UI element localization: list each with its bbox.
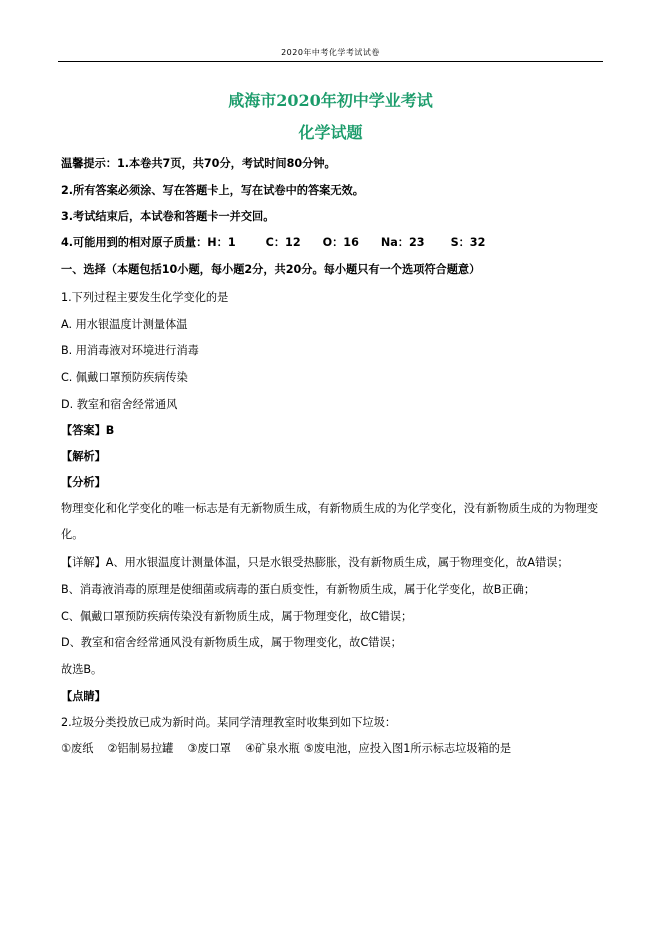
detail-c: C、佩戴口罩预防疾病传染没有新物质生成，属于物理变化，故C错误；: [61, 610, 413, 623]
question-1-option-d: D. 教室和宿舍经常通风: [61, 398, 178, 411]
conclusion: 故选B。: [61, 663, 103, 676]
item-4: ④矿泉水瓶: [244, 742, 300, 755]
question-1-stem: 1.下列过程主要发生化学变化的是: [61, 291, 229, 304]
item-3: ③废口罩: [187, 742, 231, 755]
detail-b: B、消毒液消毒的原理是使细菌或病毒的蛋白质变性，有新物质生成，属于化学变化，故B正确；: [61, 583, 536, 596]
atomic-mass-line: [61, 234, 485, 250]
mass-s: S：32: [450, 236, 486, 249]
header-divider: [58, 61, 603, 62]
question-1-option-b: B. 用消毒液对环境进行消毒: [61, 344, 199, 357]
item-1: ①废纸: [61, 742, 94, 755]
jiexi-label: 【解析】: [61, 450, 106, 463]
exam-subtitle: 化学试题: [298, 123, 363, 142]
answer-label: 【答案】B: [61, 424, 115, 437]
atomic-mass-label: 4.可能用到的相对原子质量：: [61, 236, 208, 249]
question-2-items: [61, 740, 511, 756]
note-1: 温馨提示：1.本卷共7页，共70分，考试时间80分钟。: [61, 157, 336, 170]
mass-na: Na：23: [380, 236, 425, 249]
analysis-paragraph: 物理变化和化学变化的唯一标志是有无新物质生成，有新物质生成的为化学变化，没有新物质生成的为物理变化。: [61, 502, 599, 541]
item-5: ⑤废电池，应投入图1所示标志垃圾箱的是: [303, 742, 512, 755]
question-2-stem: 2.垃圾分类投放已成为新时尚。某同学清理教室时收集到如下垃圾：: [61, 716, 397, 729]
mass-h: H：1: [207, 236, 236, 249]
detail-a: 【详解】A、用水银温度计测量体温，只是水银受热膨胀，没有新物质生成，属于物理变化，故A错误；: [61, 556, 569, 569]
item-2: ②铝制易拉罐: [107, 742, 174, 755]
mass-c: C：12: [265, 236, 301, 249]
exam-title: 咸海市2020年初中学业考试: [228, 91, 433, 110]
question-1-option-a: A. 用水银温度计测量体温: [61, 318, 188, 331]
mass-o: O：16: [322, 236, 359, 249]
note-3: 3.考试结束后，本试卷和答题卡一并交回。: [61, 210, 275, 223]
dianjing-label: 【点睛】: [61, 690, 106, 703]
question-1-option-c: C. 佩戴口罩预防疾病传染: [61, 371, 188, 384]
page-header: 2020年中考化学考试试卷: [281, 48, 380, 57]
detail-d: D、教室和宿舍经常通风没有新物质生成，属于物理变化，故C错误；: [61, 636, 402, 649]
section-1-title: 一、选择（本题包括10小题，每小题2分，共20分。每小题只有一个选项符合题意）: [61, 263, 481, 276]
note-2: 2.所有答案必须涂、写在答题卡上，写在试卷中的答案无效。: [61, 184, 364, 197]
fenxi-label: 【分析】: [61, 476, 106, 489]
